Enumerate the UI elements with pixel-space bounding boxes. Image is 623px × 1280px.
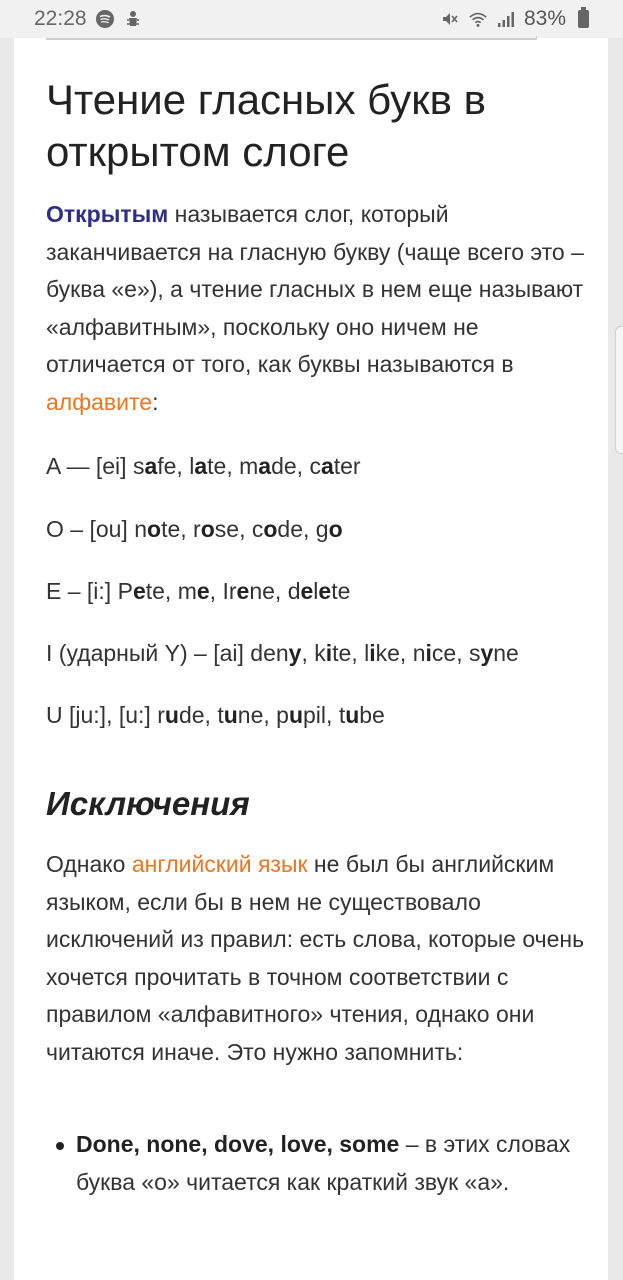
separator: , (209, 578, 223, 604)
separator: , (164, 578, 178, 604)
word-part: ter (333, 453, 361, 479)
exceptions-paragraph (46, 846, 586, 1071)
word-part: l (364, 640, 370, 666)
word-part: k (314, 640, 326, 666)
word-part: l (189, 453, 195, 479)
word-part: t (338, 702, 346, 728)
word-part: Ir (222, 578, 237, 604)
word-part: te (145, 578, 165, 604)
word-part: ne (237, 702, 264, 728)
word-vowel: e (132, 578, 146, 604)
word-vowel: e (300, 578, 314, 604)
separator: , (239, 516, 252, 542)
word-vowel: i (425, 640, 432, 666)
separator: , (176, 453, 190, 479)
rule-head: U [ju:], [u:] (46, 702, 158, 728)
word-part: ce (431, 640, 457, 666)
word-part: s (132, 453, 145, 479)
separator: , (204, 702, 218, 728)
word-vowel: i (369, 640, 376, 666)
status-bar-left (34, 7, 143, 31)
status-bar-right (440, 7, 589, 31)
word-part: P (117, 578, 133, 604)
word-part: te (207, 453, 227, 479)
word-vowel: o (263, 516, 278, 542)
article-card (14, 38, 608, 1280)
word-part: d (287, 578, 301, 604)
battery-icon (578, 10, 589, 28)
word-part: n (134, 516, 148, 542)
word-part: g (315, 516, 329, 542)
intro-end: : (152, 388, 159, 415)
word-part: den (250, 640, 289, 666)
word-vowel: u (164, 702, 179, 728)
list-item (46, 1126, 586, 1201)
word-part: r (157, 702, 165, 728)
word-part: te (161, 516, 181, 542)
status-time: 22:28 (34, 7, 87, 30)
separator: , (326, 702, 339, 728)
word-part: n (412, 640, 426, 666)
word-part: ne (493, 640, 519, 666)
separator: , (296, 453, 310, 479)
exceptions-start: Однако (46, 851, 132, 877)
word-part: pil (303, 702, 327, 728)
rule-head: O – [ou] (46, 516, 135, 542)
rule-a (46, 450, 586, 482)
exceptions-text: не был бы английским языком, если бы в нем не существовало исключений из правил: есть слова, которые очень хочется прочитать в точном соответствии с правилом «алфавитного» чтения, однако они читаются иначе. Это нужно запомнить: (46, 851, 585, 1065)
word-part: te (331, 578, 351, 604)
word-part: de (277, 516, 304, 542)
usb-debug-icon (123, 9, 143, 29)
rule-o (46, 513, 586, 545)
separator: , (263, 702, 277, 728)
mute-icon (440, 9, 460, 29)
word-vowel: e (318, 578, 332, 604)
word-part: ne (249, 578, 275, 604)
word-vowel: a (258, 453, 272, 479)
exception-explanation: – в этих словах буква «о» читается как краткий звук «а». (76, 1131, 571, 1195)
word-vowel: i (325, 640, 333, 666)
word-vowel: y (480, 640, 494, 666)
separator: , (399, 640, 413, 666)
bullet-dot (56, 1142, 64, 1150)
word-part: m (177, 578, 197, 604)
word-part: m (239, 453, 259, 479)
separator: , (456, 640, 469, 666)
word-vowel: e (236, 578, 250, 604)
separator: , (226, 453, 240, 479)
word-part: be (359, 702, 385, 728)
rule-head: E – [i:] (46, 578, 118, 604)
intro-text: называется слог, который заканчивается на гласную букву (чаще всего это – буква «е»), а чтение гласных в нем еще называют «алфавитным», поскольку оно ничем не отличается от того, как буквы называются в (46, 201, 584, 377)
exceptions-heading: Исключения (46, 785, 250, 822)
separator: , (351, 640, 365, 666)
word-vowel: o (328, 516, 343, 542)
word-part: ke (375, 640, 400, 666)
article-title: Чтение гласных букв в открытом слоге (46, 76, 486, 175)
word-part: te (332, 640, 352, 666)
side-panel-handle[interactable] (615, 326, 623, 454)
word-part: c (251, 516, 264, 542)
english-language-link[interactable]: английский язык (131, 851, 308, 877)
word-part: t (217, 702, 224, 728)
word-vowel: a (194, 453, 208, 479)
word-part: se (214, 516, 240, 542)
status-bar (0, 0, 623, 38)
rule-i (46, 637, 586, 669)
intro-paragraph (46, 196, 586, 421)
word-part: l (313, 578, 319, 604)
word-part: fe (157, 453, 177, 479)
rule-head: I (ударный Y) – [ai] (46, 640, 251, 666)
word-part: s (468, 640, 481, 666)
word-vowel: u (223, 702, 238, 728)
separator: , (274, 578, 288, 604)
battery-percent: 83% (523, 7, 566, 30)
word-vowel: e (196, 578, 210, 604)
rule-head: A — [ei] (46, 453, 133, 479)
rule-e (46, 575, 586, 607)
word-part: p (276, 702, 289, 728)
rule-u (46, 699, 586, 731)
word-vowel: u (345, 702, 360, 728)
word-vowel: y (288, 640, 302, 666)
word-vowel: o (147, 516, 162, 542)
divider (46, 38, 536, 40)
wifi-icon (468, 9, 488, 29)
word-vowel: a (320, 453, 334, 479)
exceptions-list (46, 1126, 586, 1201)
signal-icon (496, 9, 516, 29)
divider-end (536, 36, 537, 40)
term-open-syllable[interactable]: Открытым (46, 201, 169, 227)
word-part: de (271, 453, 297, 479)
separator: , (303, 516, 316, 542)
word-vowel: a (144, 453, 158, 479)
word-vowel: o (200, 516, 215, 542)
alphabet-link[interactable]: алфавите (46, 388, 153, 415)
word-part: r (193, 516, 201, 542)
spotify-icon (95, 9, 115, 29)
word-vowel: u (288, 702, 304, 728)
separator: , (180, 516, 194, 542)
separator: , (301, 640, 315, 666)
word-part: c (309, 453, 321, 479)
exception-words: Done, none, dove, love, some (76, 1131, 400, 1157)
word-part: de (178, 702, 205, 728)
